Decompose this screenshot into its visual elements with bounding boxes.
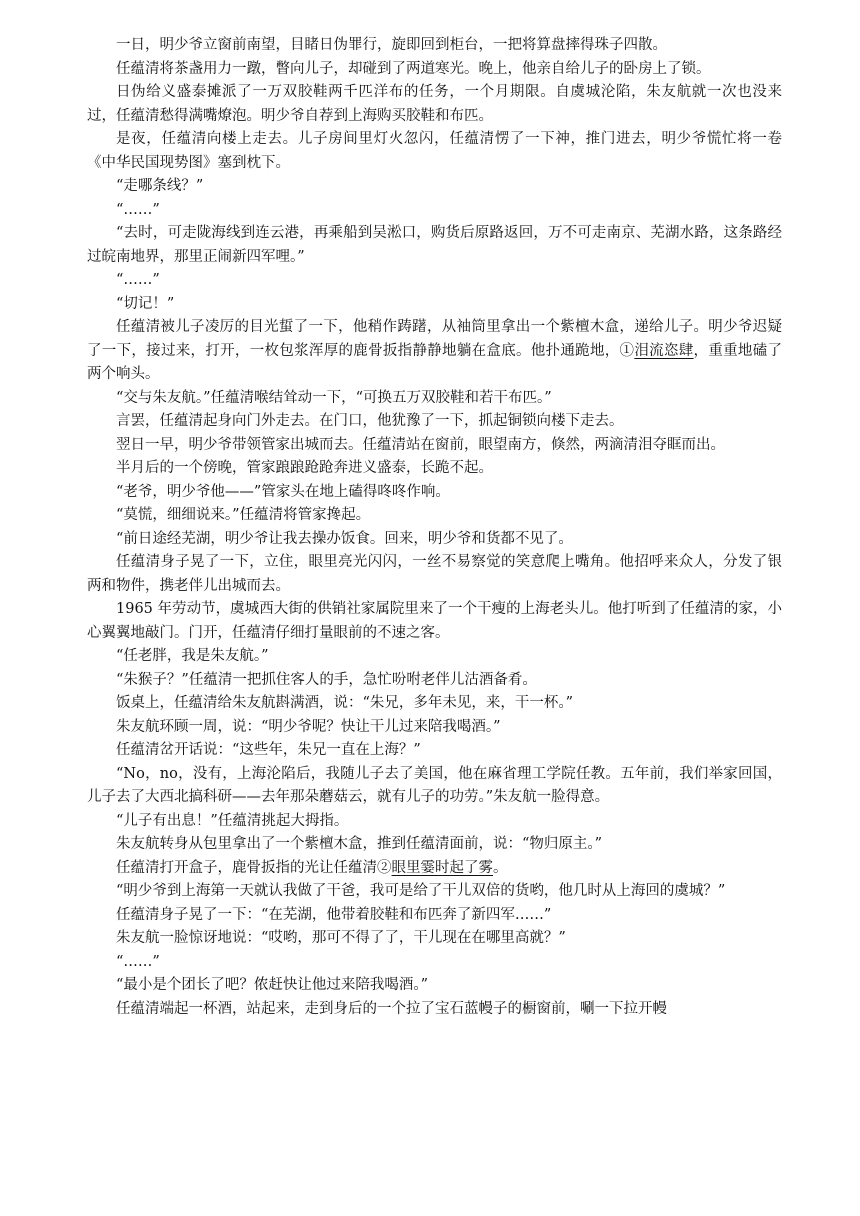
paragraph: 半月后的一个傍晚，管家踉踉跄跄奔进义盛泰，长跪不起。 — [116, 460, 493, 476]
paragraph-text: 任蕴清被儿子凌厉的目光蜇了一下，他稍作踌躇，从袖筒里拿出一个紫檀木盒，递给儿子。明少爷迟疑了一下，接过来，打开，一枚包浆浑厚的鹿骨扳指静静地躺在盒底。他扑通跪地，① — [87, 319, 782, 359]
paragraph: 言罢，任蕴清起身向门外走去。在门口，他犹豫了一下，抓起铜锁向楼下走去。 — [116, 413, 624, 429]
paragraph: “……” — [116, 272, 160, 288]
paragraph: “明少爷到上海第一天就认我做了干爸，我可是给了干儿双倍的货哟，他几时从上海回的虞城？” — [116, 883, 726, 899]
paragraph: “交与朱友航。”任蕴清喉结耸动一下，“可换五万双胶鞋和若干布匹。” — [116, 389, 552, 406]
underlined-phrase: 泪流恣肆 — [634, 342, 694, 359]
paragraph: 饭桌上，任蕴清给朱友航斟满酒，说：“朱兄，多年未见，来，干一杯。” — [116, 695, 574, 711]
paragraph: 朱友航转身从包里拿出了一个紫檀木盒，推到任蕴清面前，说：“物归原主。” — [116, 836, 603, 852]
paragraph-text: 。 — [493, 859, 508, 876]
paragraph: 1965 年劳动节，虞城西大街的供销社家属院里来了一个干瘦的上海老头儿。他打听到了任蕴清的家，小心翼翼地敲门。门开，任蕴清仔细打量眼前的不速之客。 — [87, 601, 782, 641]
paragraph: “No，no，没有，上海沦陷后，我随儿子去了美国，他在麻省理工学院任教。五年前，我们举家回国，儿子去了大西北搞科研——去年那朵蘑菇云，就有儿子的功劳。”朱友航一脸得意。 — [87, 765, 782, 805]
paragraph: 任蕴清身子晃了一下，立住，眼里亮光闪闪，一丝不易察觉的笑意爬上嘴角。他招呼来众人，分发了银两和物件，携老伴儿出城而去。 — [87, 554, 782, 594]
paragraph-text: 任蕴清打开盒子，鹿骨扳指的光让任蕴清② — [116, 859, 392, 876]
paragraph: 任蕴清岔开话说：“这些年，朱兄一直在上海？” — [116, 742, 421, 758]
underlined-phrase: 眼里霎时起了雾 — [391, 859, 493, 876]
paragraph: “前日途经芜湖，明少爷让我去操办饭食。回来，明少爷和货都不见了。 — [116, 530, 573, 547]
paragraph: “走哪条线？” — [116, 178, 204, 194]
paragraph: 任蕴清端起一杯酒，站起来，走到身后的一个拉了宝石蓝幔子的橱窗前，唰一下拉开幔 — [116, 1000, 667, 1017]
paragraph-text: ，重重地磕了两个响头。 — [87, 342, 783, 382]
paragraph — [87, 857, 782, 881]
paragraph: “……” — [116, 953, 160, 970]
paragraph: 日伪给义盛泰摊派了一万双胶鞋两千匹洋布的任务，一个月期限。自虞城沦陷，朱友航就一次也没来过，任蕴清愁得满嘴燎泡。明少爷自荐到上海购买胶鞋和布匹。 — [87, 84, 782, 124]
paragraph — [87, 316, 782, 387]
paragraph: “最小是个团长了吧？侬赶快让他过来陪我喝酒。” — [116, 977, 429, 993]
paragraph: “莫慌，细细说来。”任蕴清将管家搀起。 — [116, 507, 371, 523]
paragraph: 翌日一早，明少爷带领管家出城而去。任蕴清站在窗前，眼望南方，倏然，两滴清泪夺眶而出。 — [116, 436, 725, 453]
paragraph: “老爷，明少爷他——”管家头在地上磕得咚咚作响。 — [116, 483, 450, 500]
paragraph: “去时，可走陇海线到连云港，再乘船到吴淞口，购货后原路返回，万不可走南京、芜湖水路，这条路经过皖南地界，那里正闹新四军哩。” — [87, 225, 782, 265]
paragraph: “儿子有出息！”任蕴清挑起大拇指。 — [116, 812, 349, 829]
article-body — [87, 34, 782, 1021]
paragraph: 朱友航环顾一周，说：“明少爷呢？快让干儿过来陪我喝酒。” — [116, 718, 501, 735]
paragraph: 任蕴清将茶盏用力一蹾，瞥向儿子，却碰到了两道寒光。晚上，他亲自给儿子的卧房上了锁。 — [116, 60, 711, 77]
paragraph: “朱猴子？”任蕴清一把抓住客人的手，急忙吩咐老伴儿沽酒备肴。 — [116, 671, 537, 688]
paragraph: “切记！” — [116, 295, 175, 312]
paragraph: 朱友航一脸惊讶地说：“哎哟，那可不得了了，干儿现在在哪里高就？” — [116, 930, 566, 946]
paragraph: “……” — [116, 201, 160, 218]
paragraph: 任蕴清身子晃了一下：“在芜湖，他带着胶鞋和布匹奔了新四军……” — [116, 906, 552, 923]
paragraph: “任老胖，我是朱友航。” — [116, 648, 269, 664]
paragraph: 是夜，任蕴清向楼上走去。儿子房间里灯火忽闪，任蕴清愣了一下神，推门进去，明少爷慌忙将一卷《中华民国现势图》塞到枕下。 — [87, 131, 782, 171]
paragraph: 一日，明少爷立窗前南望，目睹日伪罪行，旋即回到柜台，一把将算盘摔得珠子四散。 — [116, 37, 667, 53]
